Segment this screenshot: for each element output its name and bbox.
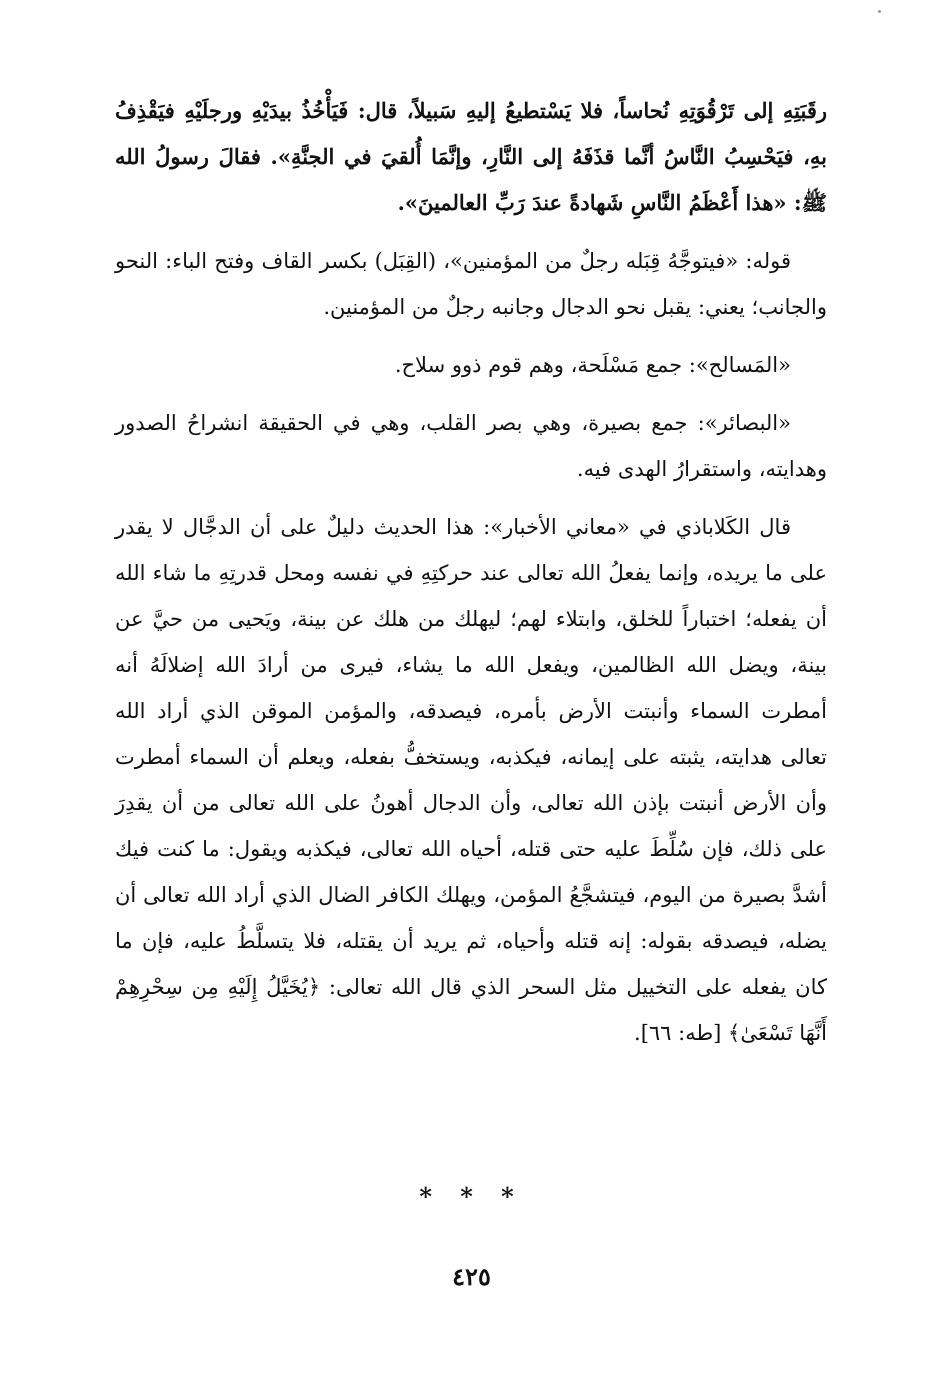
- section-separator: * * *: [419, 1182, 524, 1211]
- page-number: ٤٢٥: [452, 1262, 491, 1291]
- commentary-qibal-paragraph: قوله: «فيتوجَّهُ قِبَله رجلٌ من المؤمنين»، (القِبَل) بكسر القاف وفتح الباء: النحو والجانب؛ يعني: يقبل نحو الدجال وجانبه رجلٌ من المؤمنين.: [115, 249, 827, 319]
- scan-speck: [878, 10, 881, 13]
- hadith-continuation-paragraph: رقَبَتِهِ إلى تَرْقُوَتِهِ نُحاساً، فلا يَسْتطيعُ إليهِ سَبيلاً، قال: فَيَأْخُذُ بيدَيْهِ ورجلَيْهِ فيَقْذِفُ بهِ، فيَحْسِبُ النَّاسُ أنَّما قذَفَهُ إلى النَّارِ، وإنَّمَا أُلقيَ في الجنَّةِ». فقالَ رسولُ الله ﷺ: «هذا أَعْظَمُ النَّاسِ شَهادةً عندَ رَبِّ العالمينَ».: [115, 98, 827, 215]
- commentary-masalih-paragraph: «المَسالح»: جمع مَسْلَحة، وهم قوم ذوو سلاح.: [394, 353, 791, 377]
- kalabadhi-quote-paragraph: قال الكَلاباذي في «معاني الأخبار»: هذا الحديث دليلٌ على أن الدجَّال لا يقدر على ما يريده، وإنما يفعلُ الله تعالى عند حركتِهِ في نفسه ومحل قدرتِهِ ما شاء الله أن يفعله؛ اختباراً للخلق، وابتلاء لهم؛ ليهلك من هلك عن بينة، ويَحيى من حيَّ عن بينة، ويضل الله الظالمين، ويفعل الله ما يشاء، فيرى من أرادَ الله إضلالَهُ أنه أمطرت السماء وأنبتت الأرض بأمره، فيصدقه، والمؤمن الموقن الذي أراد الله تعالى هدايته، يثبته على إيمانه، فيكذبه، ويستخفُّ بفعله، ويعلم أن السماء أمطرت وأن الأرض أنبتت بإذن الله تعالى، وأن الدجال أهونُ على الله تعالى من أن يقدِرَ على ذلك، فإن سُلِّطَ عليه حتى قتله، أحياه الله تعالى، فيكذبه ويقول: ما كنت فيك أشدَّ بصيرة من اليوم، فيتشجَّعُ المؤمن، ويهلك الكافر الضال الذي أراد الله تعالى أن يضله، فيصدقه بقوله: إنه قتله وأحياه، ثم يريد أن يقتله، فلا يتسلَّطُ عليه، فإن ما كان يفعله على التخييل مثل السحر الذي قال الله تعالى: ﴿يُخَيَّلُ إِلَيْهِ مِن سِحْرِهِمْ أَنَّهَا تَسْعَىٰ﴾ [طه: ٦٦].: [115, 515, 827, 1045]
- page-body: [115, 88, 827, 1056]
- commentary-basair-paragraph: «البصائر»: جمع بصيرة، وهي بصر القلب، وهي في الحقيقة انشراحُ الصدور وهدايته، واستقرارُ الهدى فيه.: [115, 411, 827, 481]
